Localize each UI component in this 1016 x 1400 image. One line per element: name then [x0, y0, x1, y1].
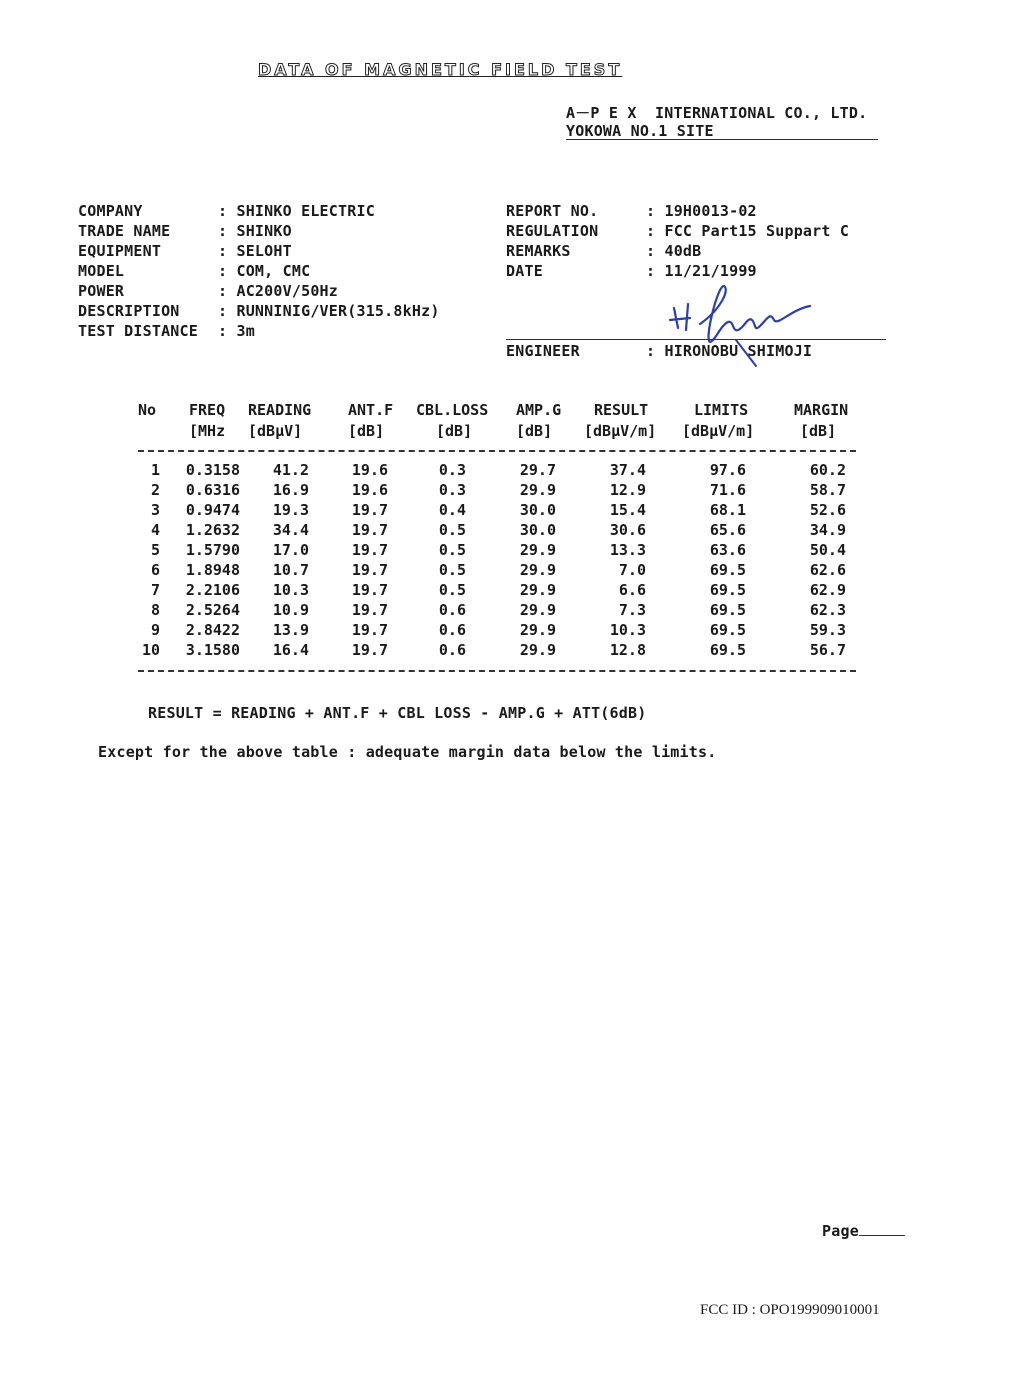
cell-cbl-loss: 0.6 — [438, 601, 466, 619]
cell-cbl-loss: 0.5 — [438, 581, 466, 599]
cell-margin: 58.7 — [809, 481, 846, 499]
cell-ant-f: 19.6 — [351, 461, 388, 479]
cell-no: 2 — [150, 481, 160, 499]
cell-freq: 1.2632 — [185, 521, 240, 539]
col-unit-margin: [dB] — [800, 422, 837, 440]
field-value-power: : AC200V/50Hz — [218, 282, 339, 300]
col-header-limits: LIMITS — [694, 401, 749, 419]
table-bottom-rule — [138, 670, 856, 672]
cell-amp-g: 29.9 — [519, 601, 556, 619]
field-label-date: DATE — [506, 262, 543, 280]
field-label-trade-name: TRADE NAME — [78, 222, 171, 240]
cell-no: 10 — [141, 641, 160, 659]
cell-cbl-loss: 0.5 — [438, 561, 466, 579]
field-value-regulation: : FCC Part15 Suppart C — [646, 222, 850, 240]
cell-result: 13.3 — [609, 541, 646, 559]
cell-cbl-loss: 0.6 — [438, 621, 466, 639]
cell-reading: 10.3 — [272, 581, 309, 599]
page-number-field: Page — [822, 1222, 905, 1240]
cell-amp-g: 29.9 — [519, 641, 556, 659]
cell-freq: 1.5790 — [185, 541, 240, 559]
cell-reading: 13.9 — [272, 621, 309, 639]
field-value-equipment: : SELOHT — [218, 242, 292, 260]
cell-margin: 50.4 — [809, 541, 846, 559]
cell-cbl-loss: 0.3 — [438, 461, 466, 479]
cell-ant-f: 19.7 — [351, 541, 388, 559]
cell-no: 5 — [150, 541, 160, 559]
cell-freq: 2.5264 — [185, 601, 240, 619]
test-site: YOKOWA NO.1 SITE — [566, 122, 714, 140]
cell-no: 3 — [150, 501, 160, 519]
col-header-margin: MARGIN — [794, 401, 849, 419]
cell-reading: 16.9 — [272, 481, 309, 499]
cell-amp-g: 29.9 — [519, 621, 556, 639]
engineer-name: : HIRONOBU SHIMOJI — [646, 342, 813, 360]
field-label-model: MODEL — [78, 262, 125, 280]
cell-no: 9 — [150, 621, 160, 639]
cell-limits: 71.6 — [709, 481, 746, 499]
col-header-reading: READING — [248, 401, 312, 419]
col-unit-ant-f: [dB] — [348, 422, 385, 440]
field-label-test-distance: TEST DISTANCE — [78, 322, 198, 340]
field-label-description: DESCRIPTION — [78, 302, 180, 320]
signature-line — [506, 339, 886, 340]
cell-ant-f: 19.7 — [351, 621, 388, 639]
field-value-model: : COM, CMC — [218, 262, 311, 280]
field-label-report-no: REPORT NO. — [506, 202, 599, 220]
cell-freq: 1.8948 — [185, 561, 240, 579]
cell-cbl-loss: 0.5 — [438, 541, 466, 559]
col-unit-amp-g: [dB] — [516, 422, 553, 440]
cell-reading: 10.9 — [272, 601, 309, 619]
field-value-remarks: : 40dB — [646, 242, 702, 260]
cell-result: 12.9 — [609, 481, 646, 499]
site-underline — [566, 139, 878, 140]
cell-amp-g: 29.9 — [519, 541, 556, 559]
cell-limits: 65.6 — [709, 521, 746, 539]
field-value-report-no: : 19H0013-02 — [646, 202, 757, 220]
cell-result: 6.6 — [618, 581, 646, 599]
field-label-power: POWER — [78, 282, 125, 300]
cell-amp-g: 29.9 — [519, 561, 556, 579]
field-label-remarks: REMARKS — [506, 242, 571, 260]
cell-amp-g: 30.0 — [519, 501, 556, 519]
cell-result: 7.3 — [618, 601, 646, 619]
cell-amp-g: 29.7 — [519, 461, 556, 479]
engineer-label: ENGINEER — [506, 342, 580, 360]
document-title: DATA OF MAGNETIC FIELD TEST — [258, 60, 623, 79]
cell-result: 12.8 — [609, 641, 646, 659]
fcc-id: FCC ID : OPO199909010001 — [700, 1302, 880, 1318]
cell-no: 8 — [150, 601, 160, 619]
cell-limits: 69.5 — [709, 581, 746, 599]
cell-reading: 34.4 — [272, 521, 309, 539]
cell-margin: 62.6 — [809, 561, 846, 579]
result-formula: RESULT = READING + ANT.F + CBL LOSS - AMP.G + ATT(6dB) — [148, 704, 647, 722]
cell-ant-f: 19.6 — [351, 481, 388, 499]
cell-margin: 34.9 — [809, 521, 846, 539]
col-unit-reading: [dBμV] — [248, 422, 303, 440]
col-unit-freq: [MHz — [189, 422, 226, 440]
col-header-ant-f: ANT.F — [348, 401, 394, 419]
cell-limits: 68.1 — [709, 501, 746, 519]
cell-ant-f: 19.7 — [351, 521, 388, 539]
cell-limits: 69.5 — [709, 641, 746, 659]
field-value-description: : RUNNINIG/VER(315.8kHz) — [218, 302, 440, 320]
field-label-equipment: EQUIPMENT — [78, 242, 162, 260]
cell-no: 6 — [150, 561, 160, 579]
field-value-date: : 11/21/1999 — [646, 262, 757, 280]
cell-freq: 2.2106 — [185, 581, 240, 599]
cell-ant-f: 19.7 — [351, 501, 388, 519]
cell-cbl-loss: 0.4 — [438, 501, 466, 519]
cell-result: 7.0 — [618, 561, 646, 579]
cell-reading: 17.0 — [272, 541, 309, 559]
cell-freq: 2.8422 — [185, 621, 240, 639]
lab-name: A－P E X INTERNATIONAL CO., LTD. — [566, 104, 868, 122]
cell-freq: 3.1580 — [185, 641, 240, 659]
cell-amp-g: 30.0 — [519, 521, 556, 539]
cell-reading: 41.2 — [272, 461, 309, 479]
cell-margin: 62.3 — [809, 601, 846, 619]
margin-note: Except for the above table : adequate margin data below the limits. — [98, 743, 717, 761]
field-value-company: : SHINKO ELECTRIC — [218, 202, 375, 220]
col-unit-limits: [dBμV/m] — [682, 422, 755, 440]
cell-result: 15.4 — [609, 501, 646, 519]
cell-freq: 0.6316 — [185, 481, 240, 499]
cell-cbl-loss: 0.5 — [438, 521, 466, 539]
table-top-rule — [138, 450, 856, 452]
cell-margin: 59.3 — [809, 621, 846, 639]
field-label-regulation: REGULATION — [506, 222, 599, 240]
field-value-test-distance: : 3m — [218, 322, 255, 340]
cell-no: 1 — [150, 461, 160, 479]
cell-result: 10.3 — [609, 621, 646, 639]
cell-limits: 63.6 — [709, 541, 746, 559]
col-header-result: RESULT — [594, 401, 649, 419]
cell-reading: 19.3 — [272, 501, 309, 519]
cell-ant-f: 19.7 — [351, 581, 388, 599]
cell-margin: 60.2 — [809, 461, 846, 479]
cell-no: 4 — [150, 521, 160, 539]
cell-ant-f: 19.7 — [351, 601, 388, 619]
cell-no: 7 — [150, 581, 160, 599]
col-header-cbl-loss: CBL.LOSS — [416, 401, 489, 419]
cell-reading: 10.7 — [272, 561, 309, 579]
cell-limits: 69.5 — [709, 601, 746, 619]
cell-freq: 0.9474 — [185, 501, 240, 519]
field-label-company: COMPANY — [78, 202, 143, 220]
cell-limits: 97.6 — [709, 461, 746, 479]
cell-ant-f: 19.7 — [351, 561, 388, 579]
cell-freq: 0.3158 — [185, 461, 240, 479]
cell-result: 30.6 — [609, 521, 646, 539]
cell-result: 37.4 — [609, 461, 646, 479]
col-unit-cbl-loss: [dB] — [436, 422, 473, 440]
cell-amp-g: 29.9 — [519, 481, 556, 499]
cell-cbl-loss: 0.3 — [438, 481, 466, 499]
cell-limits: 69.5 — [709, 621, 746, 639]
cell-cbl-loss: 0.6 — [438, 641, 466, 659]
cell-margin: 56.7 — [809, 641, 846, 659]
col-header-amp-g: AMP.G — [516, 401, 562, 419]
cell-margin: 52.6 — [809, 501, 846, 519]
cell-ant-f: 19.7 — [351, 641, 388, 659]
cell-margin: 62.9 — [809, 581, 846, 599]
col-unit-result: [dBμV/m] — [584, 422, 657, 440]
cell-amp-g: 29.9 — [519, 581, 556, 599]
field-value-trade-name: : SHINKO — [218, 222, 292, 240]
cell-limits: 69.5 — [709, 561, 746, 579]
col-header-freq: FREQ — [189, 401, 226, 419]
cell-reading: 16.4 — [272, 641, 309, 659]
col-header-no: No — [138, 401, 157, 419]
